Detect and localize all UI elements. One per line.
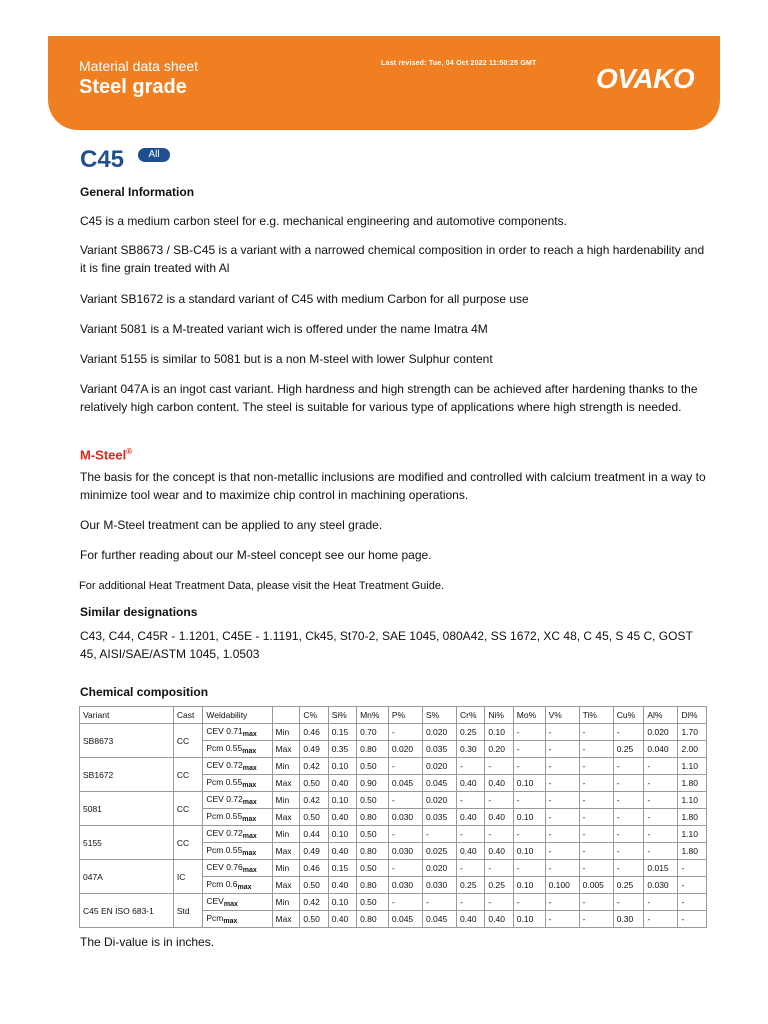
value-cell: Min (272, 792, 300, 809)
value-cell: - (485, 758, 513, 775)
variant-cell: SB1672 (80, 758, 174, 792)
value-cell: - (457, 792, 485, 809)
value-cell: 2.00 (678, 741, 707, 758)
msteel-paragraph: The basis for the concept is that non-metallic inclusions are modified and controlled with calcium treatment in a way to minimize tool wear and to maximize chip control in machining operations. (80, 470, 706, 502)
general-paragraph: Variant SB8673 / SB-C45 is a variant with a narrowed chemical composition in order to reach a high hardenability and it is fine grain treated with Al (80, 243, 705, 275)
column-header: V% (545, 707, 579, 724)
value-cell: - (545, 741, 579, 758)
value-cell: - (388, 758, 422, 775)
value-cell: 0.49 (300, 843, 328, 860)
value-cell: 0.25 (457, 724, 485, 741)
value-cell: 1.10 (678, 826, 707, 843)
column-header (272, 707, 300, 724)
cast-cell: CC (173, 826, 203, 860)
value-cell: 0.40 (485, 911, 513, 928)
value-cell: - (678, 860, 707, 877)
variant-cell: 5081 (80, 792, 174, 826)
value-cell: - (545, 724, 579, 741)
value-cell: 0.030 (388, 809, 422, 826)
value-cell: 0.50 (300, 809, 328, 826)
column-header: Weldability (203, 707, 272, 724)
value-cell: 0.10 (328, 826, 356, 843)
value-cell: 0.50 (357, 792, 389, 809)
value-cell: 0.42 (300, 758, 328, 775)
general-heading: General Information (80, 185, 195, 199)
value-cell: - (579, 894, 613, 911)
value-cell: - (579, 724, 613, 741)
value-cell: - (513, 894, 545, 911)
general-paragraph: C45 is a medium carbon steel for e.g. mechanical engineering and automotive components. (80, 214, 567, 228)
value-cell: 0.50 (300, 911, 328, 928)
value-cell: 0.045 (388, 911, 422, 928)
weldability-cell: Pcm$_{max}$ (203, 911, 272, 928)
value-cell: - (485, 860, 513, 877)
weldability-cell: $CEV_{max}$ (203, 894, 272, 911)
general-paragraph: Variant SB1672 is a standard variant of C45 with medium Carbon for all purpose use (80, 292, 529, 306)
value-cell: 0.10 (328, 792, 356, 809)
value-cell: - (579, 826, 613, 843)
header-subtitle: Material data sheet (79, 58, 199, 74)
value-cell: 0.25 (485, 877, 513, 894)
value-cell: Min (272, 724, 300, 741)
value-cell: 0.90 (357, 775, 389, 792)
heat-treatment-note: For additional Heat Treatment Data, please visit the Heat Treatment Guide. (79, 580, 445, 592)
column-header: Mo% (513, 707, 545, 724)
value-cell: - (545, 911, 579, 928)
value-cell: 0.10 (513, 843, 545, 860)
ovako-logo: OVAKO (596, 63, 695, 94)
weldability-cell: Pcm $0.55_{max}$ (203, 775, 272, 792)
value-cell: 0.035 (422, 809, 456, 826)
value-cell: - (545, 792, 579, 809)
value-cell: - (457, 894, 485, 911)
value-cell: - (579, 741, 613, 758)
msteel-heading: M-Steel® (80, 447, 133, 463)
column-header: Ti% (579, 707, 613, 724)
value-cell: 0.25 (613, 741, 644, 758)
similar-heading: Similar designations (80, 605, 198, 619)
value-cell: 1.10 (678, 792, 707, 809)
value-cell: 0.20 (485, 741, 513, 758)
column-header: Variant (80, 707, 174, 724)
value-cell: 0.40 (328, 775, 356, 792)
value-cell: 0.030 (422, 877, 456, 894)
value-cell: - (644, 911, 678, 928)
value-cell: 0.25 (457, 877, 485, 894)
value-cell: 0.040 (644, 741, 678, 758)
value-cell: - (545, 826, 579, 843)
value-cell: - (644, 775, 678, 792)
value-cell: 0.10 (328, 758, 356, 775)
value-cell: - (388, 860, 422, 877)
value-cell: - (513, 724, 545, 741)
value-cell: - (678, 911, 707, 928)
value-cell: 0.50 (357, 826, 389, 843)
value-cell: 0.40 (485, 775, 513, 792)
value-cell: 1.80 (678, 775, 707, 792)
value-cell: - (613, 792, 644, 809)
value-cell: 0.15 (328, 860, 356, 877)
value-cell: 0.40 (457, 775, 485, 792)
table-header-row (80, 707, 707, 724)
value-cell: - (545, 843, 579, 860)
value-cell: 0.005 (579, 877, 613, 894)
value-cell: 1.80 (678, 809, 707, 826)
value-cell: - (678, 894, 707, 911)
value-cell: 0.10 (513, 877, 545, 894)
value-cell: - (613, 843, 644, 860)
value-cell: - (545, 809, 579, 826)
value-cell: - (644, 792, 678, 809)
cast-cell: CC (173, 724, 203, 758)
value-cell: - (678, 877, 707, 894)
value-cell: 0.50 (300, 877, 328, 894)
value-cell: 0.44 (300, 826, 328, 843)
value-cell: - (579, 809, 613, 826)
general-paragraph: Variant 5155 is similar to 5081 but is a non M-steel with lower Sulphur content (80, 352, 493, 366)
value-cell: Max (272, 741, 300, 758)
value-cell: - (579, 775, 613, 792)
value-cell: 0.40 (457, 911, 485, 928)
value-cell: Min (272, 860, 300, 877)
value-cell: 0.10 (485, 724, 513, 741)
value-cell: 0.80 (357, 809, 389, 826)
value-cell: 0.030 (644, 877, 678, 894)
value-cell: 0.020 (388, 741, 422, 758)
column-header: Cu% (613, 707, 644, 724)
value-cell: Max (272, 911, 300, 928)
weldability-cell: CEV $0.72_{max}$ (203, 826, 272, 843)
value-cell: - (457, 758, 485, 775)
column-header: DI% (678, 707, 707, 724)
weldability-cell: CEV $0.71_{max}$ (203, 724, 272, 741)
value-cell: - (485, 894, 513, 911)
value-cell: - (457, 826, 485, 843)
value-cell: 0.020 (422, 724, 456, 741)
value-cell: 0.020 (422, 792, 456, 809)
value-cell: - (613, 758, 644, 775)
value-cell: Max (272, 809, 300, 826)
value-cell: - (644, 826, 678, 843)
value-cell: 0.40 (457, 843, 485, 860)
value-cell: - (485, 792, 513, 809)
cast-cell: Std (173, 894, 203, 928)
value-cell: - (613, 809, 644, 826)
value-cell: - (388, 826, 422, 843)
value-cell: 0.035 (422, 741, 456, 758)
weldability-cell: Pcm $0.55_{max}$ (203, 741, 272, 758)
value-cell: - (513, 860, 545, 877)
value-cell: 0.30 (457, 741, 485, 758)
table-row (80, 724, 707, 741)
value-cell: - (613, 894, 644, 911)
value-cell: - (545, 758, 579, 775)
table-row (80, 792, 707, 809)
value-cell: - (388, 724, 422, 741)
value-cell: 0.50 (357, 758, 389, 775)
last-revised: Last revised: Tue, 04 Oct 2022 11:50:25 GMT (381, 60, 537, 67)
value-cell: 0.35 (328, 741, 356, 758)
variant-cell: C45 EN ISO 683-1 (80, 894, 174, 928)
value-cell: 0.50 (300, 775, 328, 792)
chemical-composition-table (79, 706, 707, 928)
cast-cell: CC (173, 758, 203, 792)
value-cell: 0.100 (545, 877, 579, 894)
value-cell: 0.42 (300, 792, 328, 809)
msteel-paragraph: Our M-Steel treatment can be applied to any steel grade. (80, 518, 383, 532)
value-cell: 0.80 (357, 877, 389, 894)
value-cell: - (644, 843, 678, 860)
value-cell: Max (272, 775, 300, 792)
value-cell: 0.030 (388, 877, 422, 894)
table-row (80, 826, 707, 843)
column-header: Mn% (357, 707, 389, 724)
value-cell: 0.025 (422, 843, 456, 860)
value-cell: 0.15 (328, 724, 356, 741)
value-cell: 0.49 (300, 741, 328, 758)
value-cell: Min (272, 826, 300, 843)
weldability-cell: Pcm $0.55_{max}$ (203, 843, 272, 860)
value-cell: 0.46 (300, 724, 328, 741)
value-cell: - (579, 860, 613, 877)
variant-cell: 5155 (80, 826, 174, 860)
similar-designations: C43, C44, C45R - 1.1201, C45E - 1.1191, Ck45, St70-2, SAE 1045, 080A42, SS 1672, XC 48, C 45, S 45 C, GOST 45, AISI/SAE/ASTM 1045, 1.0503 (80, 629, 693, 661)
variant-badge[interactable]: All (138, 148, 170, 162)
di-footnote: The Di-value is in inches. (80, 935, 215, 949)
cast-cell: IC (173, 860, 203, 894)
value-cell: - (513, 826, 545, 843)
value-cell: 0.045 (422, 911, 456, 928)
value-cell: - (613, 724, 644, 741)
value-cell: 0.50 (357, 860, 389, 877)
value-cell: - (579, 758, 613, 775)
value-cell: - (485, 826, 513, 843)
header-banner (48, 36, 720, 130)
value-cell: - (613, 860, 644, 877)
value-cell: - (613, 775, 644, 792)
value-cell: 0.10 (513, 809, 545, 826)
value-cell: 0.020 (422, 860, 456, 877)
weldability-cell: Pcm $0.55_{max}$ (203, 809, 272, 826)
value-cell: 0.030 (388, 843, 422, 860)
value-cell: - (513, 741, 545, 758)
cast-cell: CC (173, 792, 203, 826)
value-cell: - (513, 792, 545, 809)
column-header: Al% (644, 707, 678, 724)
grade-title: C45 (80, 146, 125, 173)
variant-cell: 047A (80, 860, 174, 894)
general-paragraph: Variant 047A is an ingot cast variant. High hardness and high strength can be achieved after hardening thanks to the relatively high carbon content. The steel is suitable for various type of applications where high strength is needed. (80, 382, 698, 414)
value-cell: 0.40 (328, 843, 356, 860)
value-cell: - (422, 826, 456, 843)
value-cell: - (545, 775, 579, 792)
value-cell: - (545, 894, 579, 911)
value-cell: 0.10 (513, 775, 545, 792)
column-header: Si% (328, 707, 356, 724)
column-header: C% (300, 707, 328, 724)
value-cell: 1.80 (678, 843, 707, 860)
value-cell: - (579, 843, 613, 860)
value-cell: 0.020 (422, 758, 456, 775)
value-cell: - (513, 758, 545, 775)
value-cell: - (644, 758, 678, 775)
value-cell: 0.40 (328, 911, 356, 928)
value-cell: - (388, 792, 422, 809)
value-cell: 0.045 (422, 775, 456, 792)
weldability-cell: CEV $0.72_{max}$ (203, 792, 272, 809)
value-cell: 0.46 (300, 860, 328, 877)
column-header: P% (388, 707, 422, 724)
value-cell: - (613, 826, 644, 843)
value-cell: 0.40 (328, 809, 356, 826)
value-cell: 0.40 (457, 809, 485, 826)
value-cell: 0.40 (328, 877, 356, 894)
value-cell: - (579, 911, 613, 928)
value-cell: - (644, 809, 678, 826)
column-header: S% (422, 707, 456, 724)
value-cell: 0.80 (357, 843, 389, 860)
value-cell: 0.40 (485, 843, 513, 860)
header-title: Steel grade (79, 76, 187, 98)
value-cell: - (579, 792, 613, 809)
value-cell: 0.10 (513, 911, 545, 928)
value-cell: 0.045 (388, 775, 422, 792)
value-cell: - (644, 894, 678, 911)
value-cell: 0.30 (613, 911, 644, 928)
value-cell: Min (272, 758, 300, 775)
column-header: Ni% (485, 707, 513, 724)
value-cell: - (545, 860, 579, 877)
msteel-paragraph: For further reading about our M-steel concept see our home page. (80, 548, 432, 562)
table-row (80, 860, 707, 877)
general-paragraph: Variant 5081 is a M-treated variant wich is offered under the name Imatra 4M (80, 322, 488, 336)
value-cell: - (457, 860, 485, 877)
value-cell: 0.020 (644, 724, 678, 741)
value-cell: - (388, 894, 422, 911)
weldability-cell: CEV $0.72_{max}$ (203, 758, 272, 775)
value-cell: 0.80 (357, 911, 389, 928)
variant-cell: SB8673 (80, 724, 174, 758)
value-cell: 0.42 (300, 894, 328, 911)
value-cell: 0.40 (485, 809, 513, 826)
weldability-cell: Pcm $0.6_{max}$ (203, 877, 272, 894)
value-cell: 1.10 (678, 758, 707, 775)
chemical-heading: Chemical composition (80, 685, 209, 699)
value-cell: 0.25 (613, 877, 644, 894)
value-cell: Min (272, 894, 300, 911)
value-cell: Max (272, 843, 300, 860)
table-row (80, 758, 707, 775)
table-row (80, 894, 707, 911)
value-cell: 0.015 (644, 860, 678, 877)
value-cell: Max (272, 877, 300, 894)
value-cell: 1.70 (678, 724, 707, 741)
value-cell: - (422, 894, 456, 911)
value-cell: 0.80 (357, 741, 389, 758)
value-cell: 0.50 (357, 894, 389, 911)
column-header: Cast (173, 707, 203, 724)
weldability-cell: CEV $0.76_{max}$ (203, 860, 272, 877)
value-cell: 0.70 (357, 724, 389, 741)
column-header: Cr% (457, 707, 485, 724)
value-cell: 0.10 (328, 894, 356, 911)
